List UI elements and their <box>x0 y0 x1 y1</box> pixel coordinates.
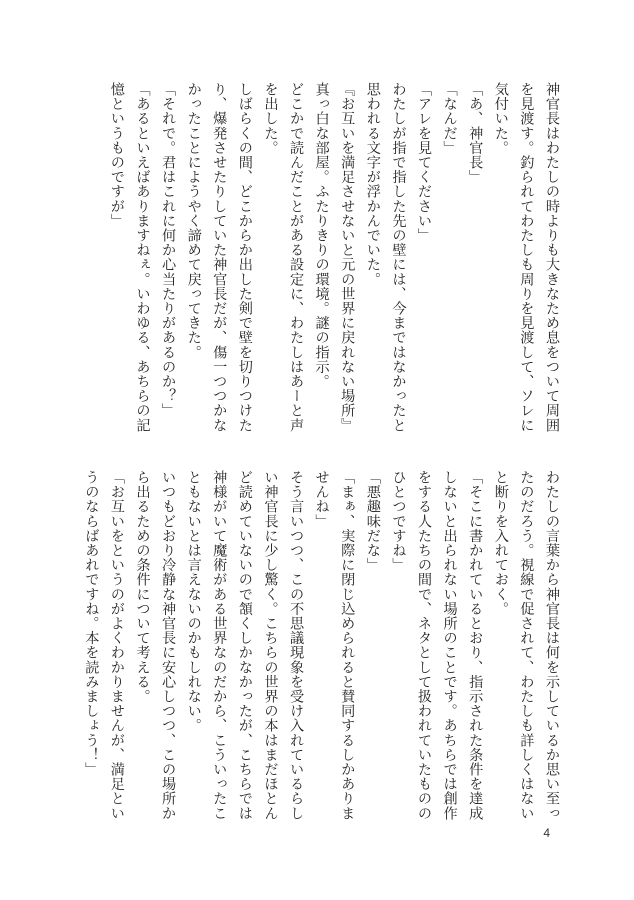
dialogue-line: 「お互いをというのがよくわかりませんが、満足というのならばあれですね。本を読みましょう！」 <box>83 470 125 821</box>
dialogue-line: 「アレを見てください」 <box>416 82 433 243</box>
dialogue-line: 「あるといえばありますねぇ。いわゆる、あちらの記憶というものですが」 <box>108 82 151 433</box>
paragraph: 神官長はわたしの時よりも大きなため息をついて周囲を見渡す。釣られてわたしも周りを見渡して、ソレに気付いた。 <box>492 82 560 433</box>
dialogue-line: 「それで。君はこれに何か心当たりがあるのか？」 <box>160 82 177 418</box>
paragraph: わたしの言葉から神官長は何を示しているか思い至ったのだろう。視線で促されて、わたしも詳しくはないと断りを入れておく。 <box>492 470 560 821</box>
dialogue-line: 「なんだ」 <box>441 82 458 155</box>
text-tier-top <box>94 82 564 437</box>
dialogue-line: 「そこに書かれているとおり、指示された条件を達成しないと出られない場所のことです。あちらでは創作をする人たちの間で、ネタとして扱われていたもののひとつですね」 <box>390 470 484 821</box>
page-number: 4 <box>543 826 550 840</box>
paragraph: 真っ白な部屋。ふたりきりの環境。謎の指示。 <box>313 82 330 389</box>
dialogue-line: 「あ、神官長」 <box>467 82 484 185</box>
wall-text-line: 『お互いを満足させないと元の世界に戻れない場所』 <box>339 82 356 433</box>
text-tier-bottom <box>83 470 564 825</box>
dialogue-line: 「まぁ、実際に閉じ込められると賛同するしかありませんね」 <box>313 470 356 821</box>
paragraph: しばらくの間、どこからか出した剣で壁を切りつけたり、爆発させたりしていた神官長だが、傷一つつかなかったことにようやく諦めて戻ってきた。 <box>185 82 253 433</box>
paragraph: わたしが指で指した先の壁には、今まではなかったと思われる文字が浮かんでいた。 <box>364 82 407 433</box>
paragraph: どこかで読んだことがある設定に、わたしはあーと声を出した。 <box>262 82 305 433</box>
dialogue-line: 「悪趣味だな」 <box>364 470 381 573</box>
paragraph: いつもどおり冷静な神官長に安心しつつ、この場所から出るための条件について考える。 <box>134 470 177 821</box>
paragraph: そう言いつつ、この不思議現象を受け入れているらしい神官長に少し驚く。こちらの世界の本はまだほとんど読めていないので頷くしかなかったが、こちらでは神様がいて魔術がある世界なのだから、こういったこともないとは言えないのかもしれない。 <box>185 470 305 821</box>
